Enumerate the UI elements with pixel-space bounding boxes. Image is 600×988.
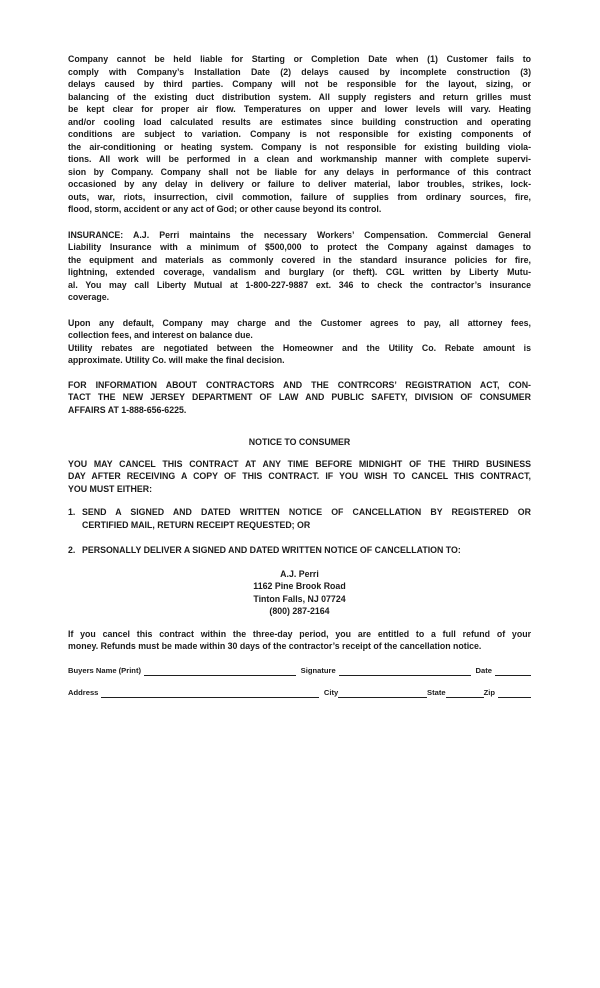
company-address-block: A.J. Perri 1162 Pine Brook Road Tinton Falls, NJ 07724 (800) 287-2164 [253,568,346,616]
date-line [495,666,531,676]
notice-to-consumer-heading: NOTICE TO CONSUMER [248,437,351,447]
signature-label: Signature [300,665,336,675]
address-line [101,688,319,698]
paragraph-registration-act: FOR INFORMATION ABOUT CONTRACTORS AND THE CONTRCORS’ REGISTRATION ACT, CON- TACT THE NEW JERSEY DEPARTMENT OF LAW AND PUBLIC SAFETY, DIVISION OF CONSUMER AFFAIRS AT 1-888-656-6225. [68,379,531,415]
state-line [446,688,484,698]
cancel-option-2-text: PERSONALLY DELIVER A SIGNED AND DATED WRITTEN NOTICE OF CANCELLATION TO: [82,545,461,555]
city-label: City [323,687,339,697]
paragraph-cancel-rights: YOU MAY CANCEL THIS CONTRACT AT ANY TIME BEFORE MIDNIGHT OF THE THIRD BUSINESS DAY AFTER RECEIVING A COPY OF THIS CONTRACT. IF YOU WISH TO CANCEL THIS CONTRACT, YOU MUST EITHER: [68,458,531,494]
cancel-option-2 [68,544,531,557]
date-label: Date [475,665,492,675]
state-label: State [427,687,446,697]
cancel-option-1 [68,506,531,531]
address-label: Address [68,687,99,697]
zip-line [498,688,531,698]
paragraph-default-fees: Upon any default, Company may charge and the Customer agrees to pay, all attorney fees, collection fees, and interest on balance due. [68,317,531,340]
paragraph-insurance: INSURANCE: A.J. Perri maintains the necessary Workers’ Compensation. Commercial General Liability Insurance with a minimum of $500,000 to protect the Company against damages to the equipment and materials as commonly covered in the standard insurance policies for fire, lightning, extended coverage, vandalism and burglary (or theft). CGL written by Liberty Mutu- al. You may call Liberty Mutual at 1-800-227-9887 ext. 346 to check the contractor’s insurance coverage. [68,229,531,302]
paragraph-utility-rebates: Utility rebates are negotiated between the Homeowner and the Utility Co. Rebate amount is approximate. Utility Co. will make the final decision. [68,342,531,365]
signature-line [339,666,471,676]
paragraph-liability: Company cannot be held liable for Starting or Completion Date when (1) Customer fails to comply with Company’s Installation Date (2) delays caused by incomplete construction (3) delays caused by third parties. Company will not be responsible for the layout, sizing, or balancing of the existing duct distribution system. All supply registers and return grilles must be kept clear for proper air flow. Temperatures on upper and lower levels will vary. Heating and/or cooling load calculated results are estimates since building construction and operating conditions are subject to variation. Company is not responsible for existing components of the air-conditioning or heating system. Company is not responsible for existing building viola- tions. All work will be performed in a clean and workmanship manner with complete supervi- sion by Company. Company shall not be liable for any delays in performance of this contract occasioned by any delay in delivery or failure to deliver material, labor troubles, strikes, lock- outs, war, riots, insurrection, civil commotion, failure of supplies from ordinary sources, fire, flood, storm, accident or any act of God; or other cause beyond its control. [68,54,531,214]
cancel-option-2-number: 2. [68,545,76,555]
cancel-option-1-number: 1. [68,507,76,517]
cancel-option-1-text: SEND A SIGNED AND DATED WRITTEN NOTICE OF CANCELLATION BY REGISTERED OR CERTIFIED MAIL, RETURN RECEIPT REQUESTED; OR [82,507,531,530]
city-line [338,688,427,698]
paragraph-refund: If you cancel this contract within the three-day period, you are entitled to a full refund of your money. Refunds must be made within 30 days of the contractor’s receipt of the cancellation notice. [68,628,531,651]
signature-row-address [68,688,531,698]
contract-document [68,53,531,710]
buyers-name-line [144,666,296,676]
buyers-name-label: Buyers Name (Print) [68,665,142,675]
signature-row-buyer [68,666,531,676]
zip-label: Zip [483,687,495,697]
